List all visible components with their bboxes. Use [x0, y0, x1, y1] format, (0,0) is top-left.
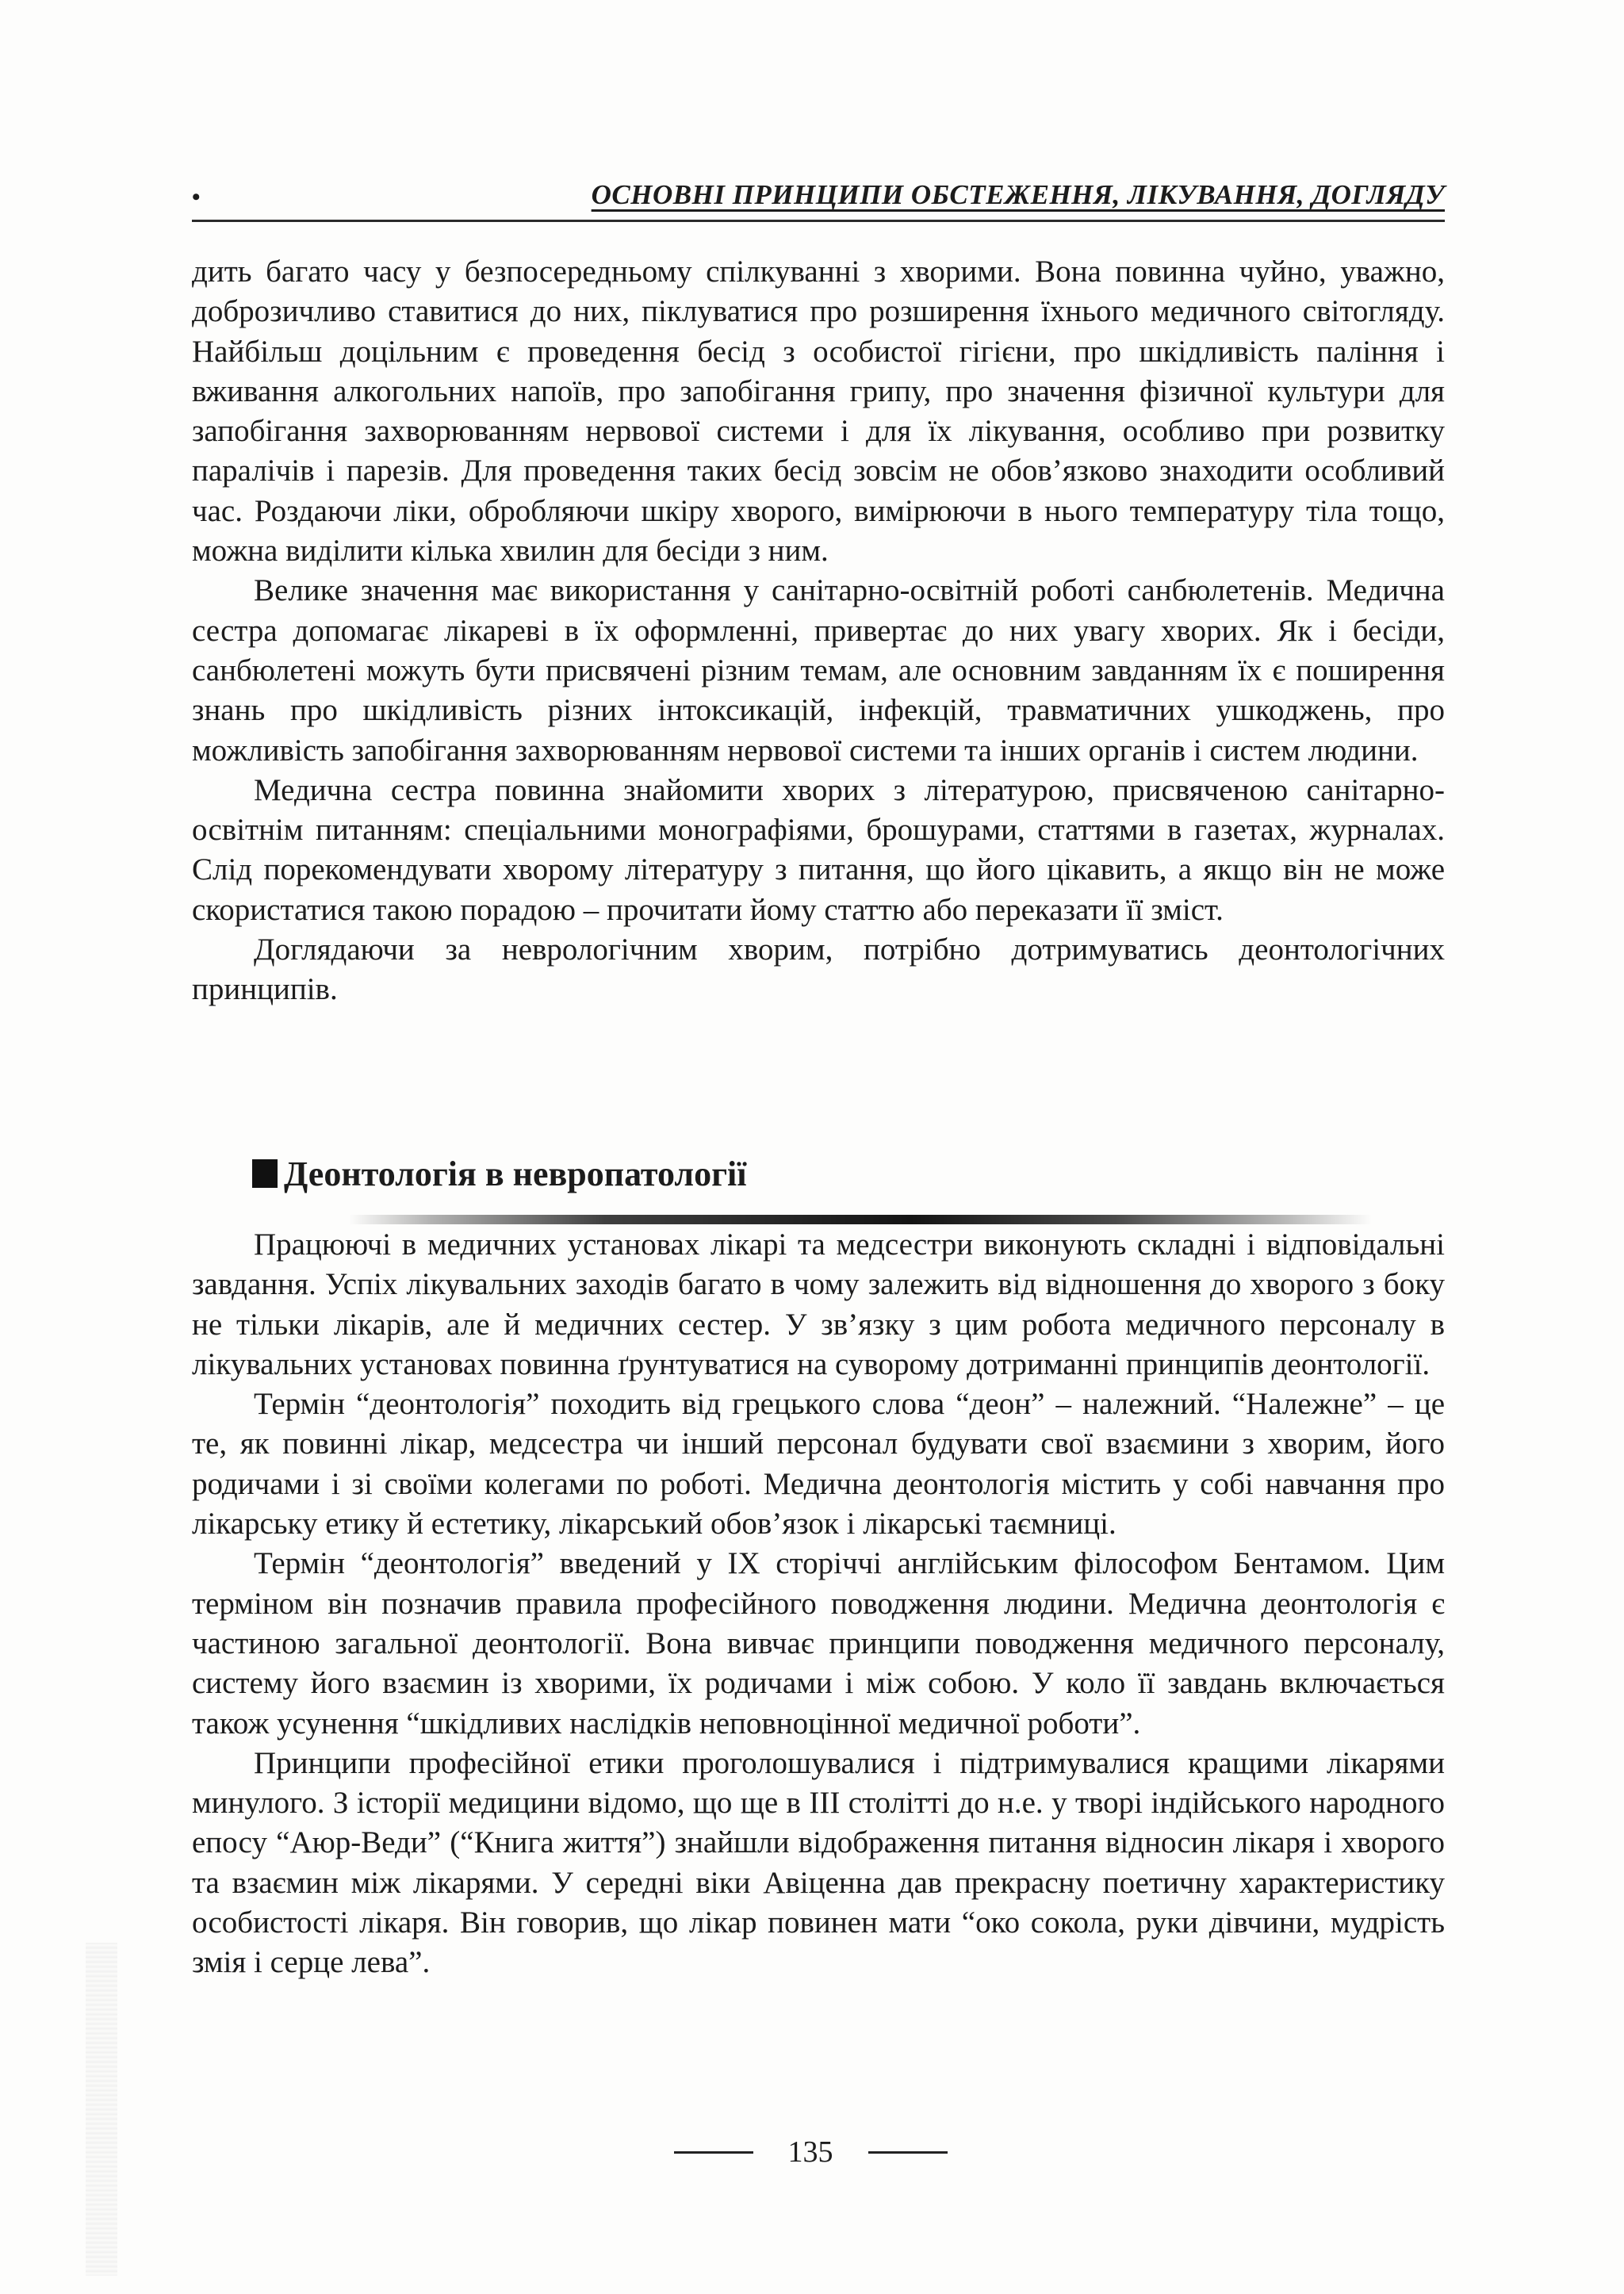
paragraph: Доглядаючи за неврологічним хворим, потрібно дотримуватись деонтологічних принципів.: [192, 933, 1445, 1007]
paragraph: дить багато часу у безпосередньому спілкуванні з хворими. Вона повинна чуйно, уважно, доброзичливо ставитися до них, піклуватися про розширення їхнього медичного світогляду. Найбільш доцільним є проведення бесід з особистої гігієни, про шкідливість паління і вживання алкогольних напоїв, про запобігання грипу, про значення фізичної культури для запобігання захворюванням нервової системи і для їх лікування, особливо при розвитку паралічів і парезів. Для проведення таких бесід зовсім не обов’язково знаходити особливий час. Роздаючи ліки, обробляючи шкіру хворого, вимірюючи в нього температуру тіла тощо, можна виділити кілька хвилин для бесіди з ним.: [192, 255, 1445, 569]
header-rule: [192, 220, 1445, 222]
scan-edge-noise: [86, 1943, 117, 2276]
paragraph: Термін “деонтологія” введений у IX сторіччі англійським філософом Бентамом. Цим терміном він позначив правила професійного поводження людини. Медична деонтологія є частиною загальної деонтології. Вона вивчає принципи поводження медичного персоналу, систему його взаємин із хворими, їх родичами і між собою. У коло її завдань включається також усунення “шкідливих наслідків неповноцінної медичної роботи”.: [192, 1546, 1445, 1741]
running-header-title: ОСНОВНІ ПРИНЦИПИ ОБСТЕЖЕННЯ, ЛІКУВАННЯ, ДОГЛЯДУ: [591, 179, 1445, 210]
section-heading-text: Деонтологія в невропатології: [284, 1154, 747, 1193]
paragraph: Медична сестра повинна знайомити хворих з літературою, присвяченою санітарно-освітнім питанням: спеціальними монографіями, брошурами, статтями в газетах, журналах. Слід порекомендувати хворому літературу з питання, що його цікавить, а якщо він не може скористатися такою порадою – прочитати йому статтю або переказати її зміст.: [192, 772, 1445, 927]
running-header: [192, 176, 1445, 219]
section-heading: [252, 1151, 747, 1196]
header-bullet: •: [192, 184, 201, 210]
page-footer: [668, 2133, 953, 2171]
footer-dash-left: [674, 2151, 753, 2154]
footer-dash-right: [868, 2151, 948, 2154]
paragraph: Принципи професійної етики проголошувалися і підтримувалися кращими лікарями минулого. З історії медицини відомо, що ще в III столітті до н.е. у творі індійського народного епосу “Аюр-Веди” (“Книга життя”) знайшли відображення питання відносин лікаря і хворого та взаємин між лікарями. У середні віки Авіценна дав прекрасну поетичну характеристику особистості лікаря. Він говорив, що лікар повинен мати “око сокола, руки дівчини, мудрість змія і серце лева”.: [192, 1745, 1445, 1980]
page-number: 135: [787, 2135, 833, 2169]
heading-decorative-bar: [349, 1215, 1372, 1224]
paragraph: Працюючі в медичних установах лікарі та медсестри виконують складні і відповідальні завдання. Успіх лікувальних заходів багато в чому залежить від відношення до хворого з боку не тільки лікарів, але й медичних сестер. У зв’язку з цим робота медичного персоналу в лікувальних установах повинна ґрунтуватися на суворому дотриманні принципів деонтології.: [192, 1227, 1445, 1381]
square-bullet-icon: [252, 1159, 278, 1188]
section-continuation: [192, 252, 1445, 1010]
paragraph: Термін “деонтологія” походить від грецького слова “деон” – належний. “Належне” – це те, як повинні лікар, медсестра чи інший персонал будувати свої взаємини з хворим, його родичами і зі своїми колегами по роботі. Медична деонтологія містить у собі навчання про лікарську етику й естетику, лікарський обов’язок і лікарські таємниці.: [192, 1387, 1445, 1541]
paragraph: Велике значення має використання у санітарно-освітній роботі санбюлетенів. Медична сестра допомагає лікареві в їх оформленні, привертає до них увагу хворих. Як і бесіди, санбюлетені можуть бути присвячені різним темам, але основним завданням їх є поширення знань про шкідливість різних інтоксикацій, інфекцій, травматичних ушкоджень, про можливість запобігання захворюванням нервової системи та інших органів і систем людини.: [192, 573, 1445, 768]
section-deontology: [192, 1225, 1445, 1983]
